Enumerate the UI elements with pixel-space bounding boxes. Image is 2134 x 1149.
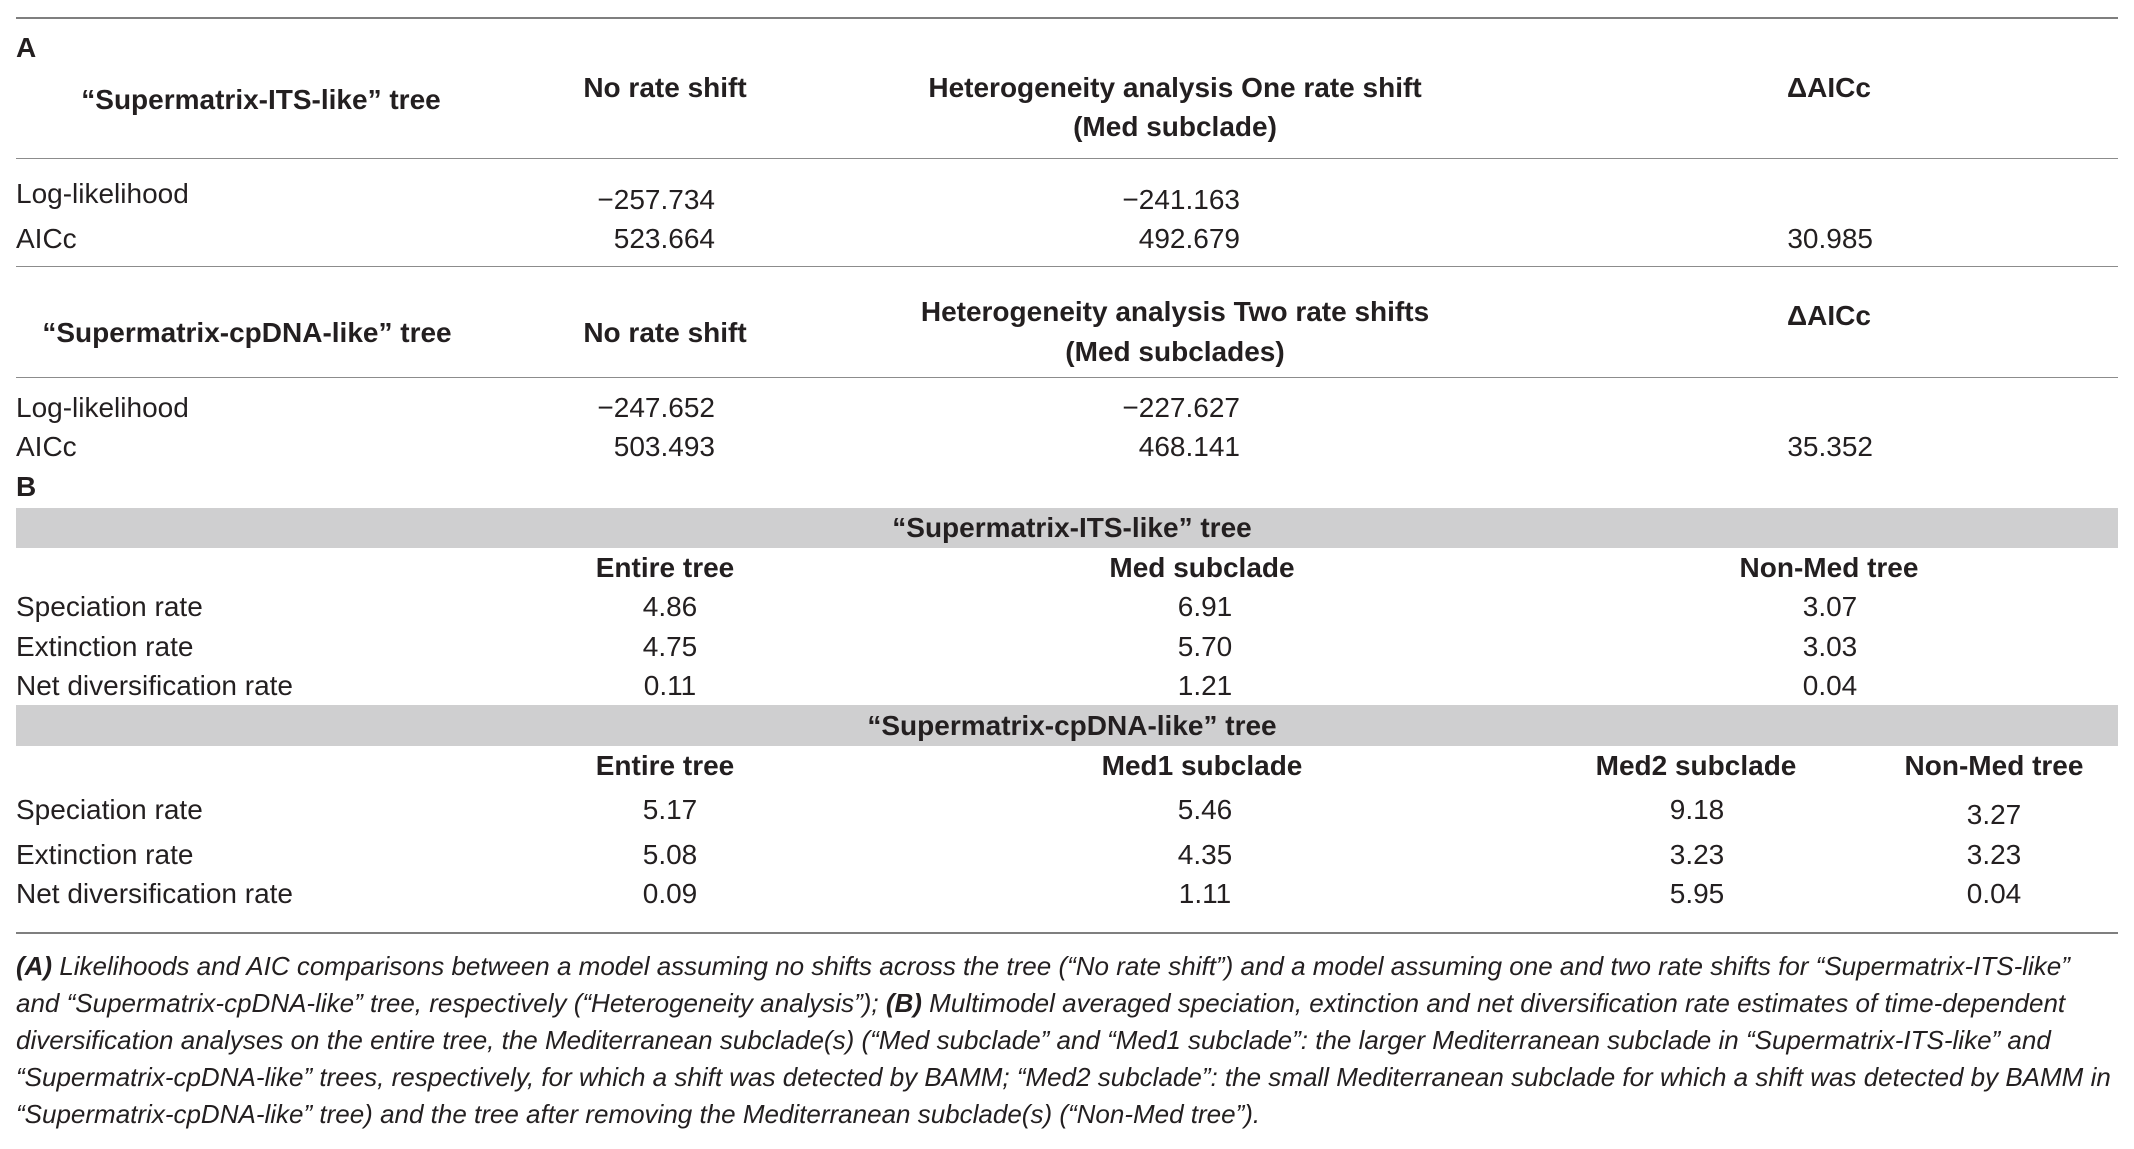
a1-row-daicc: 30.985 <box>1787 223 1873 254</box>
a-block-rule <box>16 266 2118 267</box>
b1-row-value: 3.07 <box>1802 591 1858 622</box>
b2-col-header: Med1 subclade <box>1101 750 1303 781</box>
a1-row-label: Log-likelihood <box>16 178 189 209</box>
table-top-rule <box>16 17 2118 19</box>
a2-het-header-line1: Heterogeneity analysis Two rate shifts <box>920 296 1430 327</box>
b2-row-value: 3.23 <box>1669 839 1725 870</box>
a1-het-header-line1: Heterogeneity analysis One rate shift <box>928 72 1422 103</box>
b2-row-value: 3.23 <box>1966 839 2022 870</box>
a1-row-no-shift: 523.664 <box>613 223 715 254</box>
b1-row-value: 0.11 <box>643 670 697 701</box>
a1-het-header-line2: (Med subclade) <box>1073 111 1277 142</box>
a2-header-rule <box>16 377 2118 378</box>
a2-daicc-header: ΔAICc <box>1787 300 1871 331</box>
caption-a-text: Likelihoods and AIC comparisons between a model assuming no shifts across the tree (“No rate shift”) and a model assuming one and two rate shifts for “Supermatrix-ITS-like” and “Supermatrix-cpDNA-like” tree, respectively (“Heterogeneity analysis”); <box>16 951 2070 1018</box>
a2-tree-header: “Supermatrix-cpDNA-like” tree <box>42 317 452 348</box>
b2-row-value: 5.95 <box>1669 878 1725 909</box>
b1-row-value: 1.21 <box>1177 670 1233 701</box>
b2-row-value: 3.27 <box>1966 799 2022 830</box>
b2-row-label: Extinction rate <box>16 839 194 870</box>
b2-col-header: Med2 subclade <box>1595 750 1797 781</box>
b2-row-value: 4.35 <box>1177 839 1233 870</box>
b2-row-label: Speciation rate <box>16 794 203 825</box>
b2-row-value: 9.18 <box>1669 794 1725 825</box>
table-bottom-rule <box>16 932 2118 934</box>
b2-col-header: Non-Med tree <box>1904 750 2084 781</box>
table-caption <box>16 948 2116 1133</box>
b1-col-header: Entire tree <box>595 552 735 583</box>
b1-band-title: “Supermatrix-ITS-like” tree <box>892 512 1252 543</box>
a2-het-header-line2: (Med subclades) <box>1065 336 1285 367</box>
a1-row-het: 492.679 <box>1138 223 1240 254</box>
b2-band-title: “Supermatrix-cpDNA-like” tree <box>867 710 1277 741</box>
b1-row-value: 5.70 <box>1177 631 1233 662</box>
a2-no-shift-header: No rate shift <box>583 317 747 348</box>
a2-row-label: Log-likelihood <box>16 392 189 423</box>
b2-row-label: Net diversification rate <box>16 878 294 909</box>
a2-row-label: AICc <box>16 431 77 462</box>
b1-row-label: Speciation rate <box>16 591 203 622</box>
b2-row-value: 5.46 <box>1177 794 1233 825</box>
caption-b-tag: (B) <box>885 988 922 1018</box>
a2-row-no-shift: 503.493 <box>613 431 715 462</box>
b1-row-label: Net diversification rate <box>16 670 294 701</box>
b1-col-header: Med subclade <box>1109 552 1295 583</box>
a1-tree-header: “Supermatrix-ITS-like” tree <box>81 84 441 115</box>
b2-row-value: 5.17 <box>642 794 698 825</box>
a1-header-rule <box>16 158 2118 159</box>
section-a-label: A <box>16 32 37 63</box>
a2-row-het: −227.627 <box>1122 392 1240 423</box>
a1-row-het: −241.163 <box>1122 184 1240 215</box>
b1-row-value: 4.75 <box>642 631 698 662</box>
a2-row-het: 468.141 <box>1138 431 1240 462</box>
b2-row-value: 0.04 <box>1966 878 2022 909</box>
b1-row-value: 3.03 <box>1802 631 1858 662</box>
b1-row-value: 0.04 <box>1802 670 1858 701</box>
a2-row-daicc: 35.352 <box>1787 431 1873 462</box>
b1-row-label: Extinction rate <box>16 631 194 662</box>
a1-row-label: AICc <box>16 223 77 254</box>
b1-col-header: Non-Med tree <box>1739 552 1919 583</box>
section-b-label: B <box>16 471 37 502</box>
a1-daicc-header: ΔAICc <box>1787 72 1871 103</box>
b2-row-value: 1.11 <box>1178 878 1232 909</box>
b1-row-value: 4.86 <box>642 591 698 622</box>
b2-row-value: 0.09 <box>642 878 698 909</box>
a2-row-no-shift: −247.652 <box>597 392 715 423</box>
a1-row-no-shift: −257.734 <box>597 184 715 215</box>
caption-b-text: Multimodel averaged speciation, extinction and net diversification rate estimates of time-dependent diversification analyses on the entire tree, the Mediterranean subclade(s) (“Med subclade” and “Med1 subclade”: the larger Mediterranean subclade in “Supermatrix-ITS-like” and “Supermatrix-cpDNA-like” trees, respectively, for which a shift was detected by BAMM; “Med2 subclade”: the small Mediterranean subclade for which a shift was detected by BAMM in “Supermatrix-cpDNA-like” tree) and the tree after removing the Mediterranean subclade(s) (“Non-Med tree”). <box>16 988 2111 1129</box>
caption-a-tag: (A) <box>16 951 53 981</box>
b2-row-value: 5.08 <box>642 839 698 870</box>
b1-row-value: 6.91 <box>1177 591 1233 622</box>
b2-col-header: Entire tree <box>595 750 735 781</box>
a1-no-shift-header: No rate shift <box>583 72 747 103</box>
